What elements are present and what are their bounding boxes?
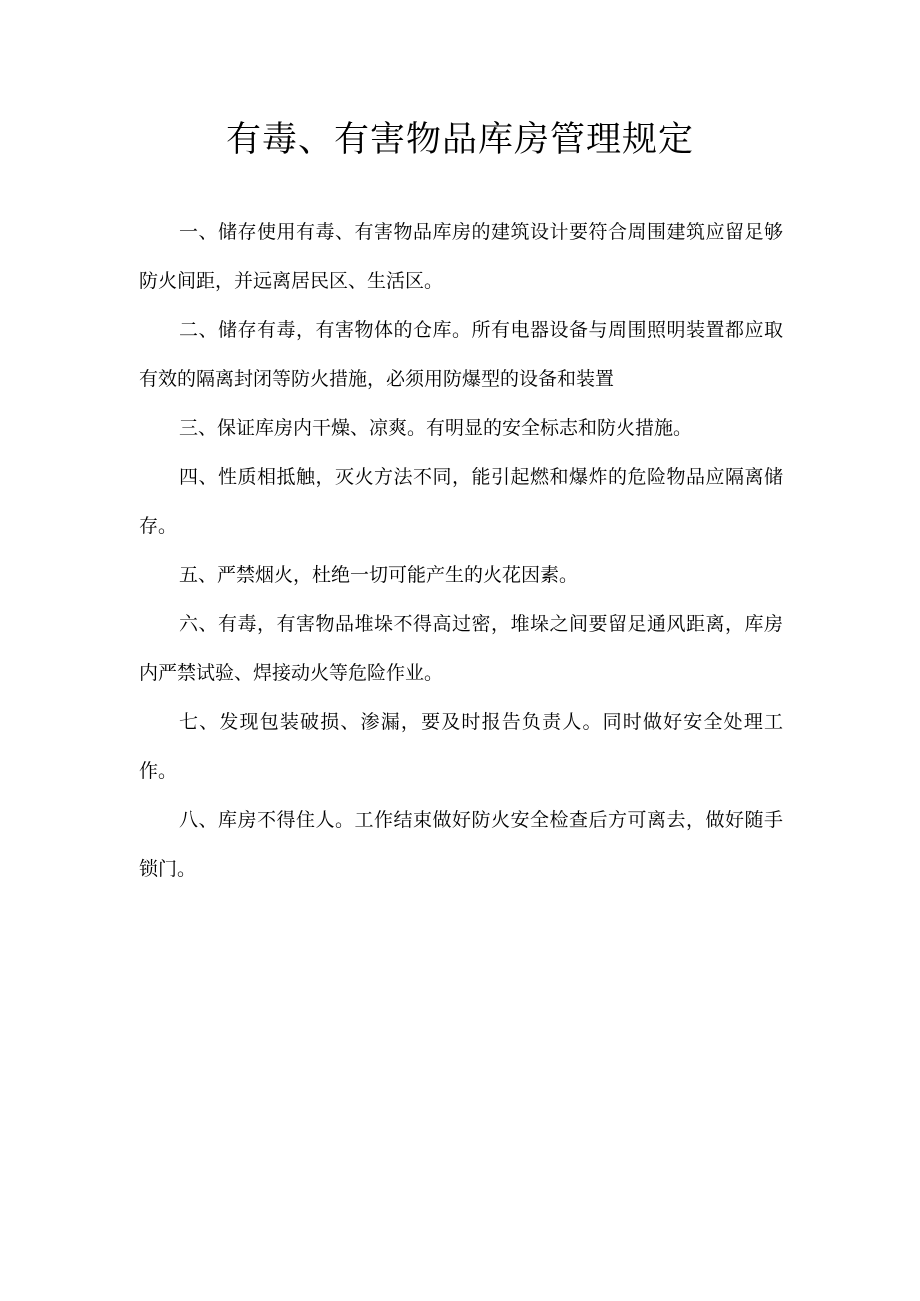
clause-1: 一、储存使用有毒、有害物品库房的建筑设计要符合周围建筑应留足够防火间距，并远离居民区、生活区。 [139, 221, 783, 292]
clause-6: 六、有毒，有害物品堆垛不得高过密，堆垛之间要留足通风距离，库房内严禁试验、焊接动火等危险作业。 [139, 613, 783, 684]
document-body [139, 208, 783, 894]
clause-7: 七、发现包装破损、渗漏，要及时报告负责人。同时做好安全处理工作。 [139, 711, 783, 782]
clause-2: 二、储存有毒，有害物体的仓库。所有电器设备与周围照明装置都应取有效的隔离封闭等防火措施，必须用防爆型的设备和装置 [139, 319, 783, 390]
clause-5: 五、严禁烟火，杜绝一切可能产生的火花因素。 [179, 564, 579, 586]
page-title: 有毒、有害物品库房管理规定 [225, 120, 694, 160]
clause-3: 三、保证库房内干燥、凉爽。有明显的安全标志和防火措施。 [179, 417, 693, 439]
clause-4: 四、性质相抵触，灭火方法不同，能引起燃和爆炸的危险物品应隔离储存。 [139, 466, 783, 537]
clause-8: 八、库房不得住人。工作结束做好防火安全检查后方可离去，做好随手锁门。 [139, 809, 783, 880]
